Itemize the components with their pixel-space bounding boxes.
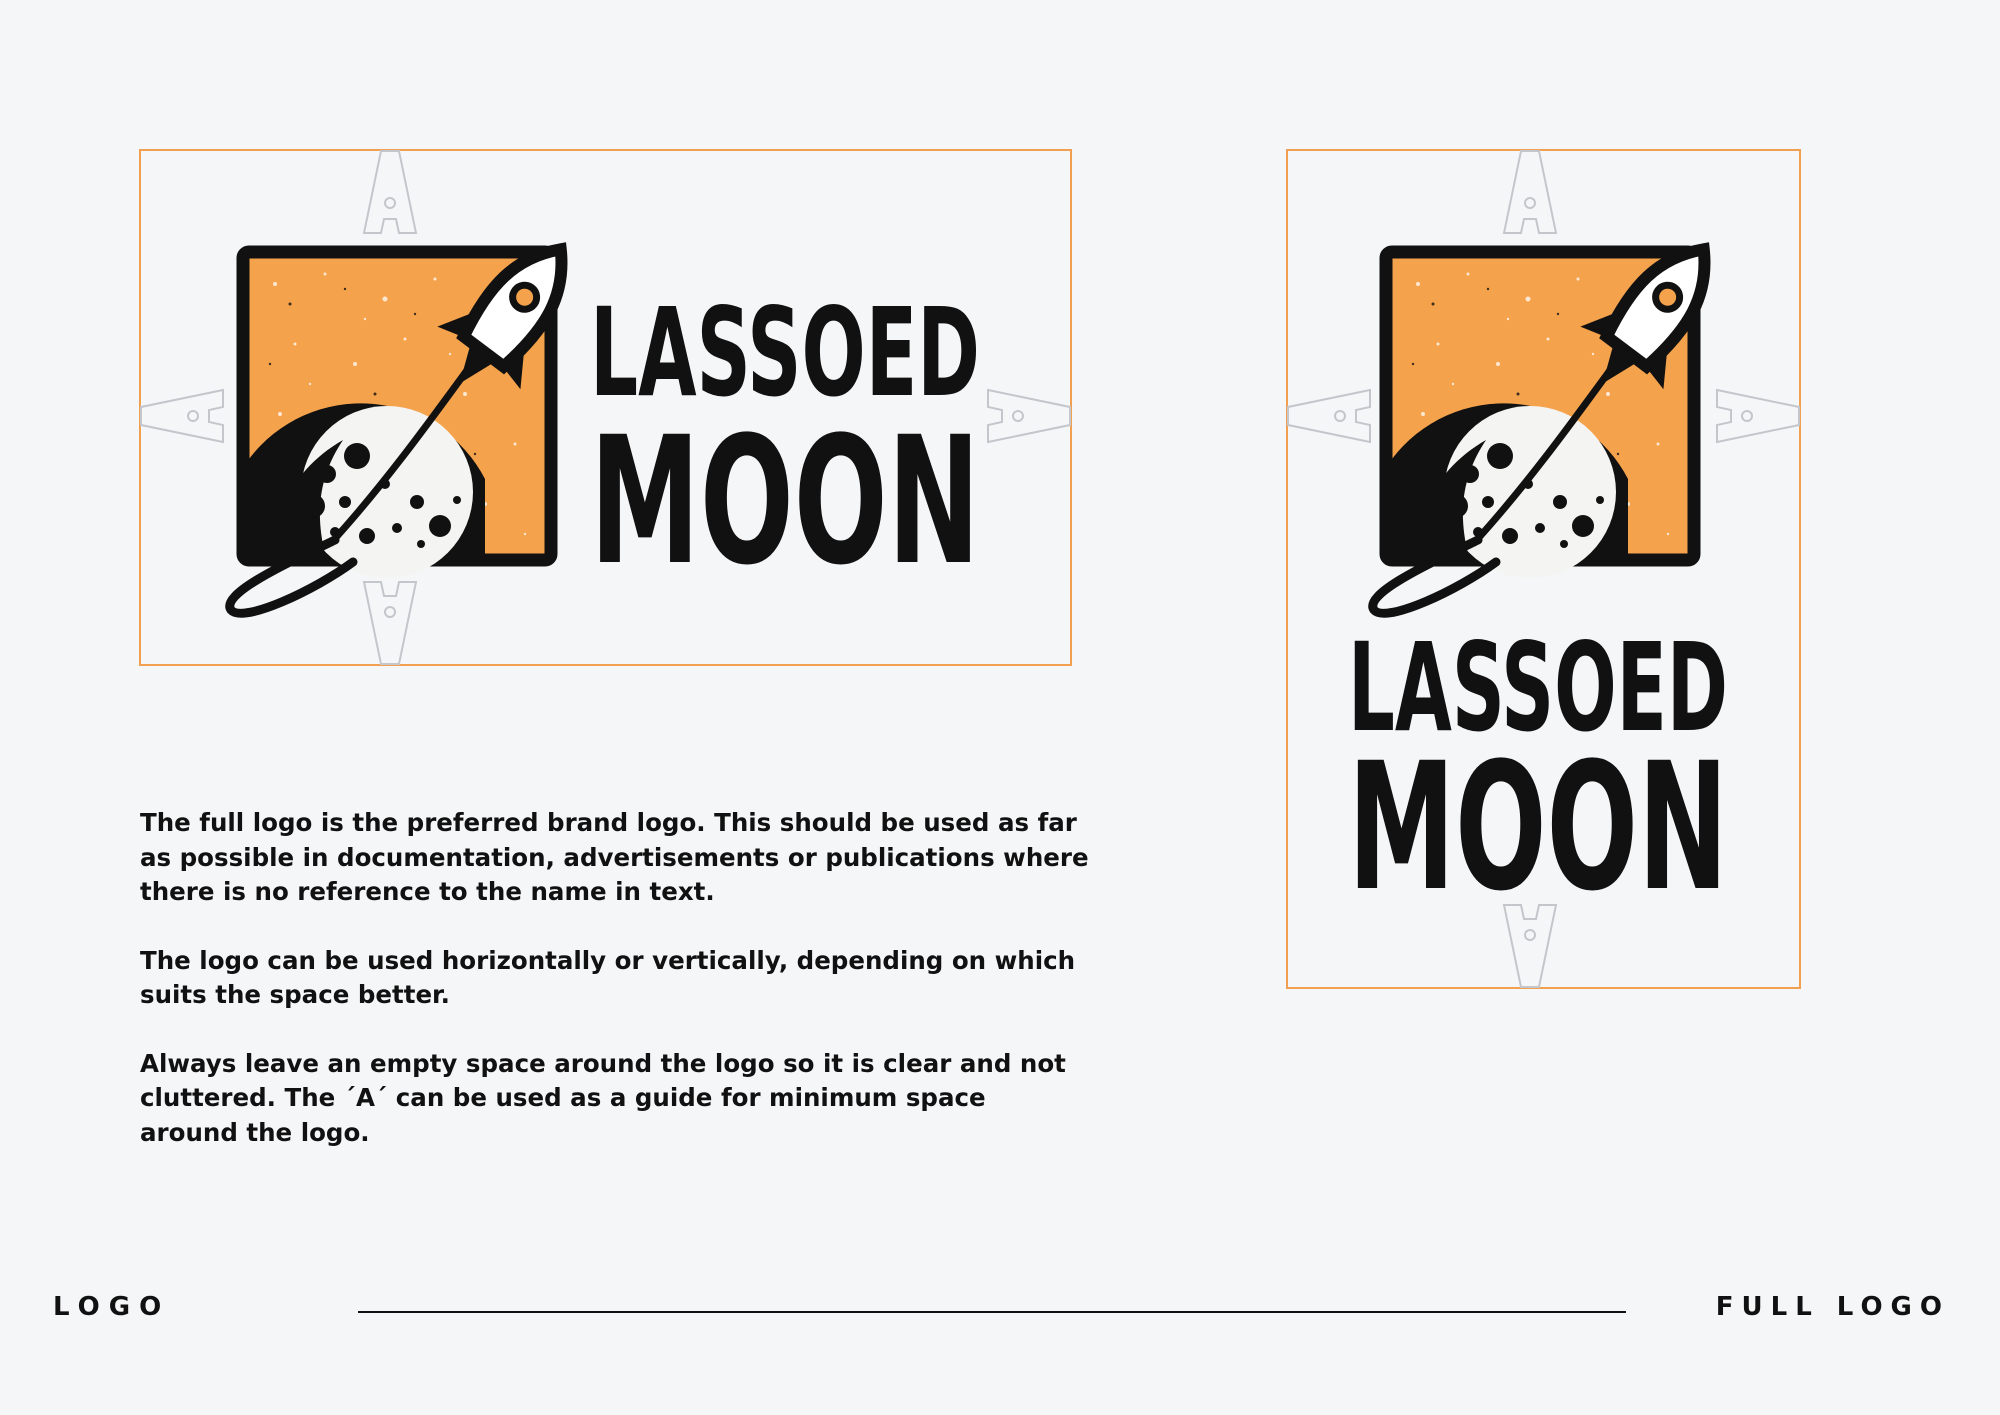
horizontal-wordmark-line2: MOON	[590, 399, 980, 604]
footer-page-title: FULL LOGO	[1715, 1292, 1950, 1322]
vertical-wordmark-line1: LASSOED	[1348, 617, 1728, 759]
description-paragraph: The logo can be used horizontally or vertically, depending on which suits the space better.	[140, 945, 1076, 1009]
description-paragraph: Always leave an empty space around the logo so it is clear and not cluttered. The ´A´ can be used as a guide for minimum space around the logo.	[140, 1048, 1066, 1147]
horizontal-wordmark-line1: LASSOED	[590, 282, 980, 424]
description-paragraph: The full logo is the preferred brand logo. This should be used as far as possible in documentation, advertisements or publications where there is no reference to the name in text.	[140, 808, 1089, 906]
footer-divider	[358, 1311, 1626, 1313]
logo-usage-description	[140, 806, 1090, 1184]
vertical-wordmark-line2: MOON	[1348, 725, 1728, 930]
footer-section-label: LOGO	[53, 1292, 171, 1322]
